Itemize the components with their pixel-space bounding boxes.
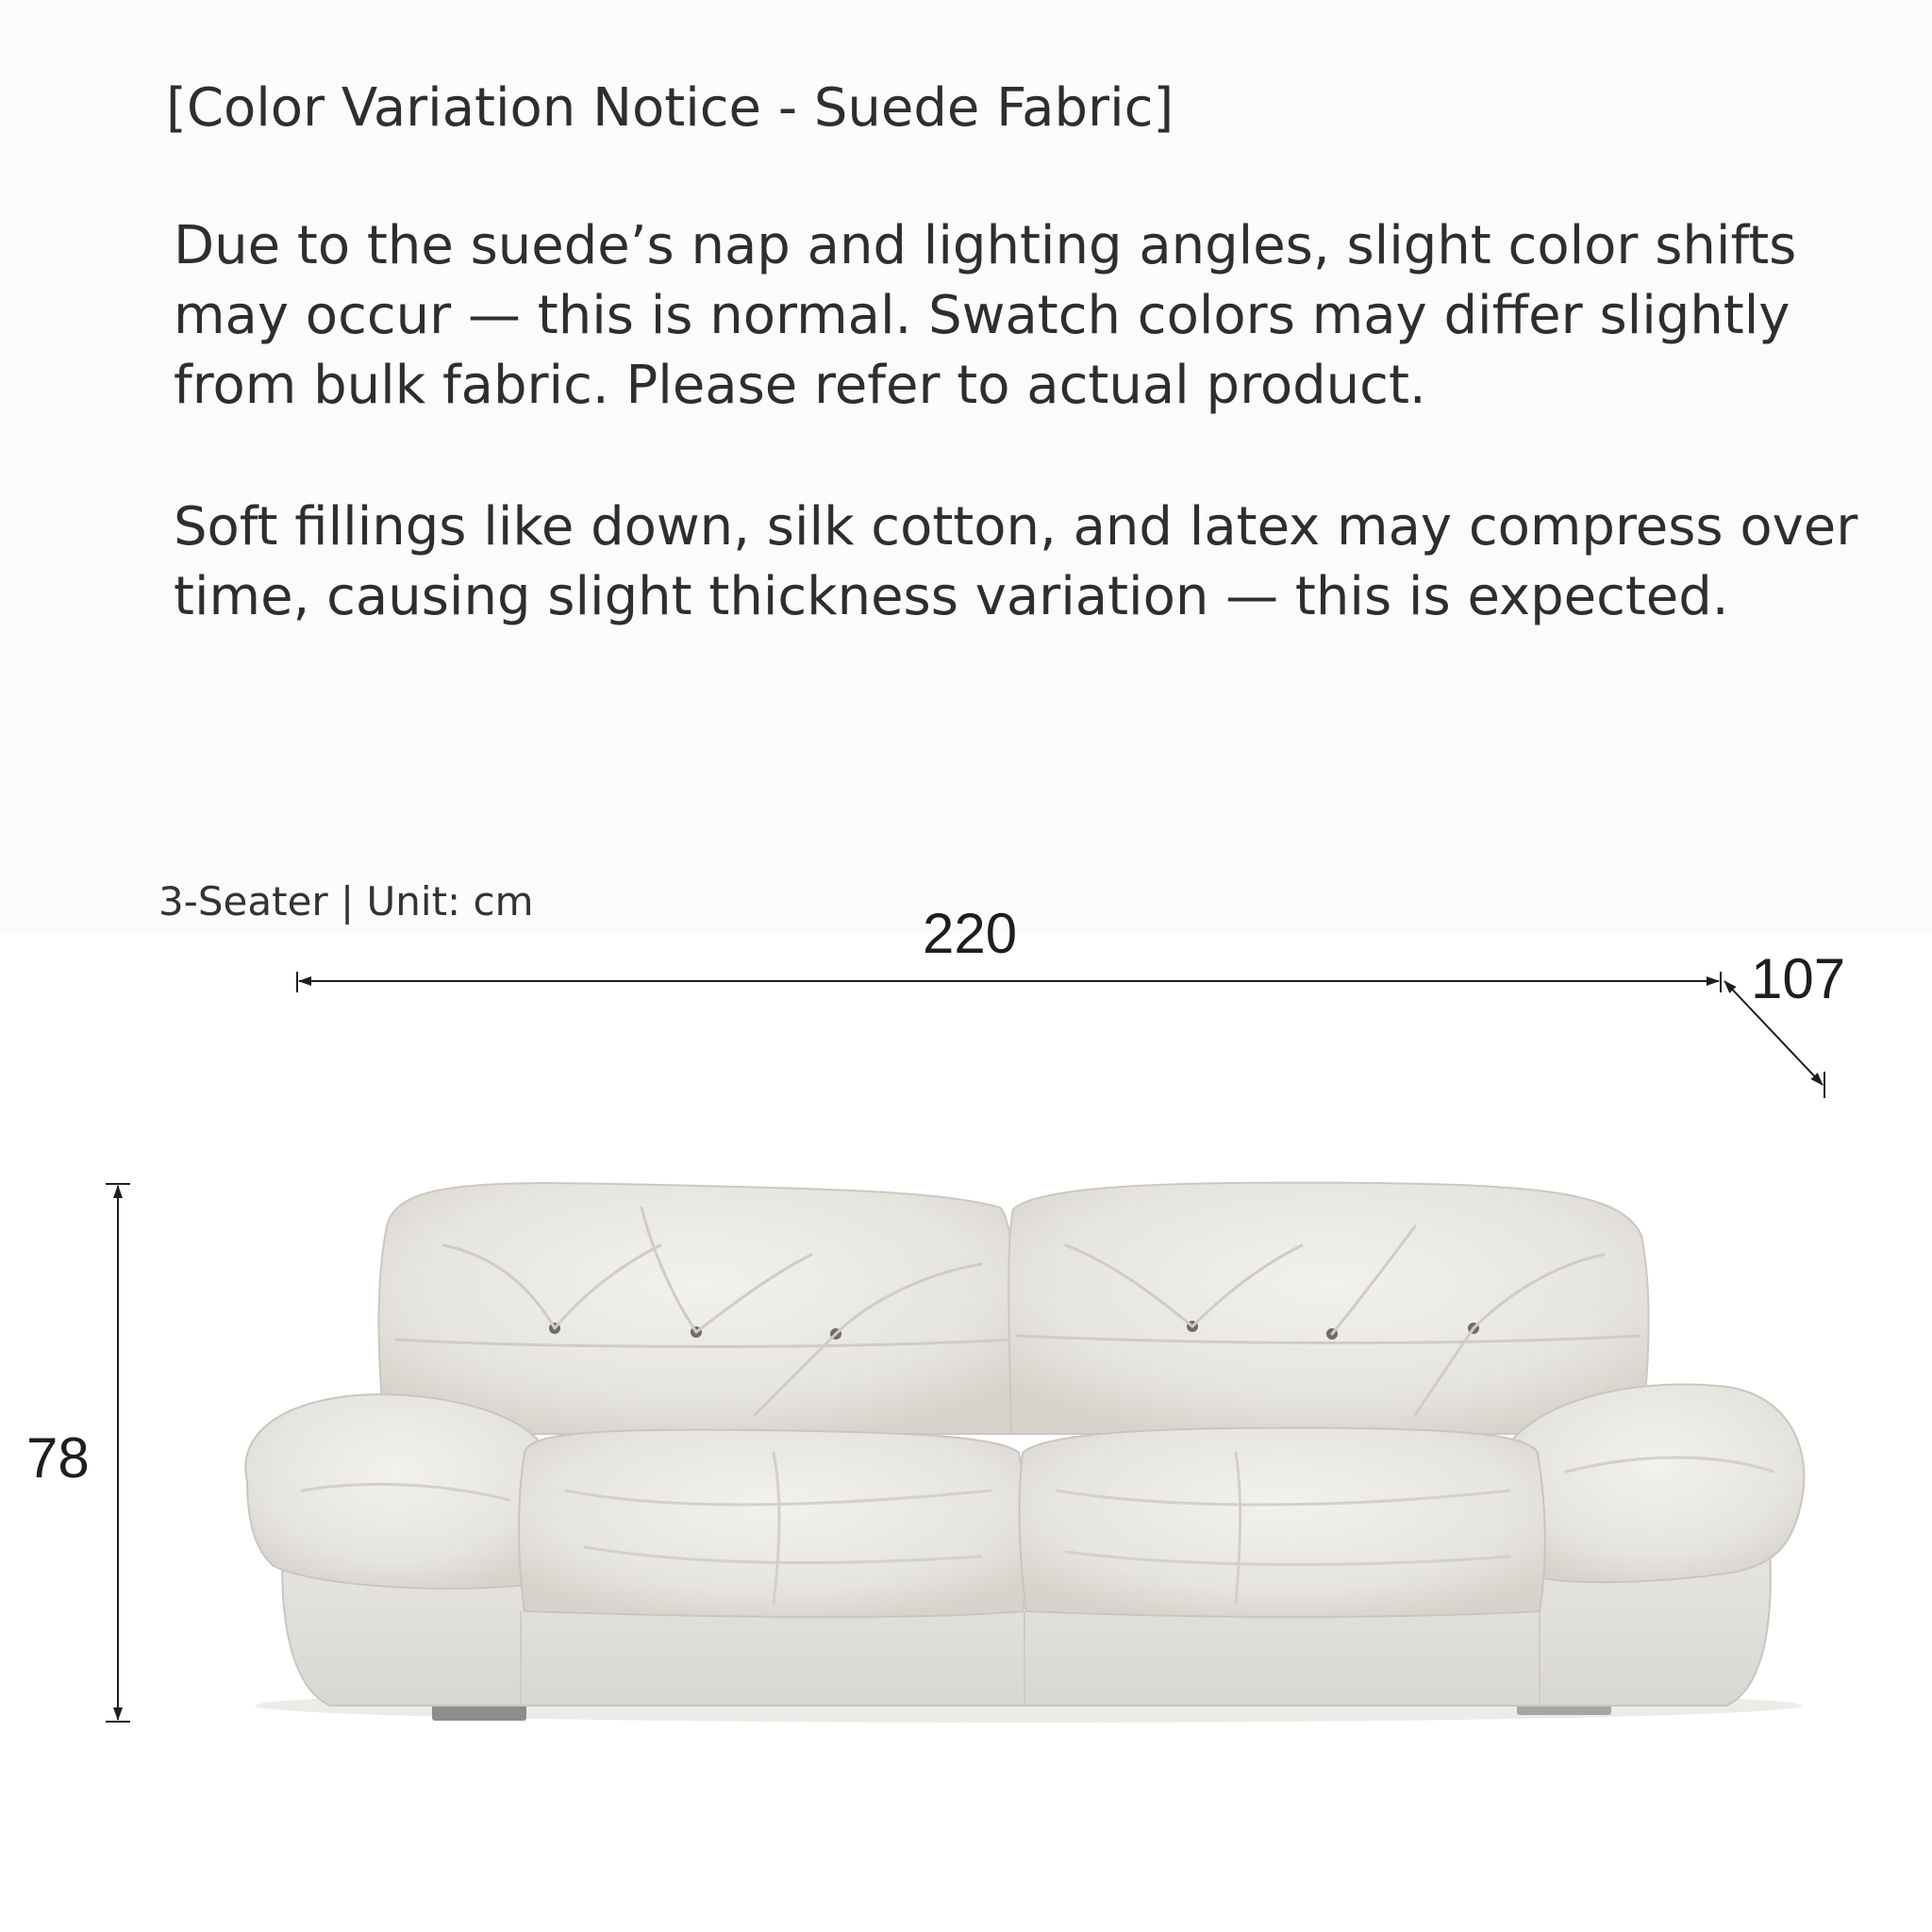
notice-title: [Color Variation Notice - Suede Fabric] [166, 77, 1174, 139]
notice-paragraph-color: Due to the suede’s nap and lighting angles, slight color shifts may occur — this is normal. Swatch colors may differ slightly from bulk fabric. Please refer to actual product. [174, 215, 1797, 416]
armrest-left [245, 1394, 547, 1589]
spec-label: 3-Seater | Unit: cm [158, 878, 534, 924]
width-dimension-label: 220 [923, 902, 1018, 965]
width-dimension-line [297, 972, 1721, 992]
height-dimension-line [106, 1184, 130, 1722]
back-cushion-left [379, 1183, 1015, 1434]
back-cushion-right [1008, 1183, 1648, 1434]
armrest-right [1509, 1385, 1804, 1583]
height-dimension-label: 78 [26, 1426, 90, 1490]
depth-dimension-label: 107 [1751, 947, 1846, 1010]
seat-cushion-right [1020, 1428, 1545, 1617]
sofa-illustration [245, 1183, 1804, 1723]
notice-paragraph-filling: Soft fillings like down, silk cotton, and latex may compress over time, causing slight thickness variation — this is expected. [174, 496, 1858, 627]
